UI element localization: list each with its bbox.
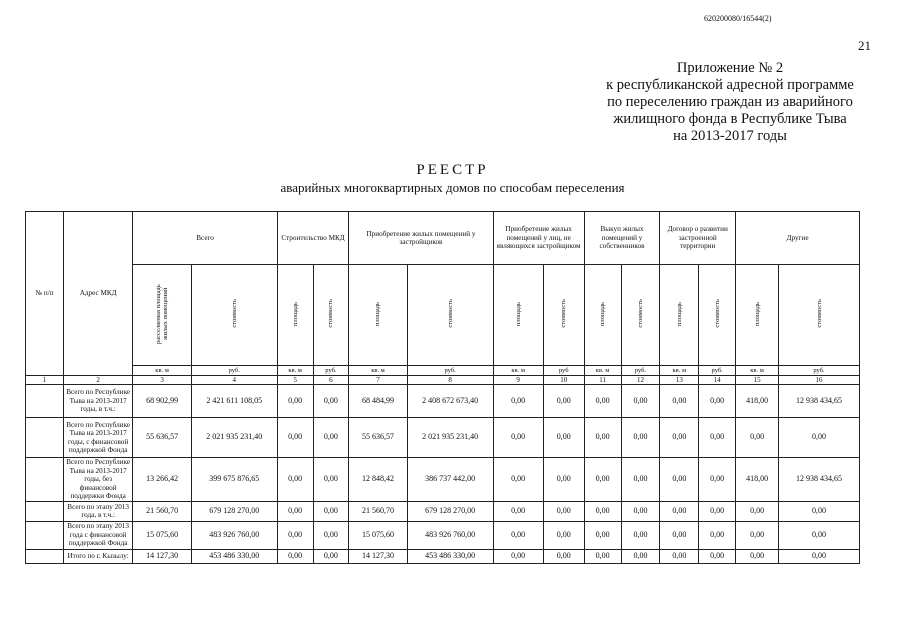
column-number: 9: [493, 376, 543, 385]
column-number: 6: [313, 376, 349, 385]
value-cell: 0,00: [493, 521, 543, 549]
value-cell: 0,00: [313, 385, 349, 418]
value-cell: 0,00: [543, 521, 584, 549]
value-cell: 15 075,60: [349, 521, 407, 549]
subheader-cost: стоимость: [191, 265, 277, 366]
value-cell: 0,00: [621, 521, 660, 549]
value-cell: 0,00: [584, 418, 621, 458]
value-cell: 0,00: [736, 418, 779, 458]
subheader-cost: стоимость: [779, 265, 860, 366]
col-address-header: Адрес МКД: [63, 212, 133, 376]
value-cell: 0,00: [277, 458, 313, 502]
value-cell: 55 636,57: [133, 418, 191, 458]
unit-cell: руб: [543, 366, 584, 376]
value-cell: 0,00: [621, 501, 660, 521]
subheader-area: площадь: [493, 265, 543, 366]
unit-cell: кв. м: [584, 366, 621, 376]
subheader-cost: стоимость: [313, 265, 349, 366]
subheader-area: площадь: [349, 265, 407, 366]
value-cell: 0,00: [277, 385, 313, 418]
value-cell: 0,00: [313, 418, 349, 458]
value-cell: 0,00: [660, 385, 699, 418]
group-header-developer-purchase: Приобретение жилых помещений у застройщиков: [349, 212, 493, 265]
appendix-line: на 2013-2017 годы: [673, 128, 787, 144]
value-cell: 0,00: [277, 501, 313, 521]
value-cell: 0,00: [543, 385, 584, 418]
column-number: 3: [133, 376, 191, 385]
value-cell: 0,00: [584, 549, 621, 563]
group-header-other: Другие: [736, 212, 860, 265]
document-number: 620200080/16544(2): [704, 14, 772, 23]
units-row: [26, 366, 860, 376]
value-cell: 386 737 442,00: [407, 458, 493, 502]
value-cell: 12 848,42: [349, 458, 407, 502]
value-cell: 0,00: [493, 418, 543, 458]
registry-table: [25, 211, 860, 564]
value-cell: 2 021 935 231,40: [407, 418, 493, 458]
value-cell: 0,00: [277, 521, 313, 549]
col-number-header: № п/п: [26, 212, 64, 376]
value-cell: 2 408 672 673,40: [407, 385, 493, 418]
appendix-line: к республиканской адресной программе: [606, 77, 854, 93]
value-cell: 2 021 935 231,40: [191, 418, 277, 458]
column-number: 4: [191, 376, 277, 385]
column-number: 10: [543, 376, 584, 385]
row-label-cell: Всего по Республике Тыва на 2013-2017 годы, с финансовой поддержкой Фонда: [63, 418, 133, 458]
value-cell: 0,00: [621, 418, 660, 458]
value-cell: 0,00: [660, 521, 699, 549]
value-cell: 14 127,30: [349, 549, 407, 563]
subheader-cost: стоимость: [699, 265, 736, 366]
row-number-cell: [26, 501, 64, 521]
subheader-area: площадь: [584, 265, 621, 366]
value-cell: 0,00: [699, 385, 736, 418]
unit-cell: руб.: [407, 366, 493, 376]
row-label-cell: Всего по этапу 2013 года, в т.ч.:: [63, 501, 133, 521]
unit-cell: руб.: [313, 366, 349, 376]
value-cell: 399 675 876,65: [191, 458, 277, 502]
value-cell: 0,00: [736, 501, 779, 521]
value-cell: 0,00: [779, 549, 860, 563]
value-cell: 0,00: [313, 549, 349, 563]
subheader-area: площадь: [277, 265, 313, 366]
value-cell: 0,00: [277, 418, 313, 458]
unit-cell: кв. м: [660, 366, 699, 376]
unit-cell: руб.: [779, 366, 860, 376]
subheader-cost: стоимость: [407, 265, 493, 366]
table-row: [26, 458, 860, 502]
value-cell: 0,00: [543, 549, 584, 563]
value-cell: 418,00: [736, 458, 779, 502]
document-subtitle: аварийных многоквартирных домов по способам переселения: [280, 180, 625, 195]
value-cell: 55 636,57: [349, 418, 407, 458]
group-header-nondeveloper-purchase: Приобретение жилых помещений у лиц, не являющихся застройщиком: [493, 212, 584, 265]
value-cell: 0,00: [313, 501, 349, 521]
appendix-line: Приложение № 2: [676, 60, 784, 76]
value-cell: 418,00: [736, 385, 779, 418]
value-cell: 0,00: [493, 385, 543, 418]
column-numbers-row: [26, 376, 860, 385]
column-number: 16: [779, 376, 860, 385]
subheader-cost: стоимость: [621, 265, 660, 366]
value-cell: 679 128 270,00: [407, 501, 493, 521]
value-cell: 0,00: [779, 418, 860, 458]
unit-cell: руб.: [699, 366, 736, 376]
column-number: 5: [277, 376, 313, 385]
document-title: РЕЕСТР: [416, 162, 489, 178]
value-cell: 483 926 760,00: [407, 521, 493, 549]
value-cell: 68 484,99: [349, 385, 407, 418]
row-label-cell: Всего по Республике Тыва на 2013-2017 годы, без финансовой поддержки Фонда: [63, 458, 133, 502]
column-number: 7: [349, 376, 407, 385]
column-number: 1: [26, 376, 64, 385]
unit-cell: кв. м: [277, 366, 313, 376]
value-cell: 68 902,99: [133, 385, 191, 418]
table-row: [26, 385, 860, 418]
value-cell: 0,00: [313, 458, 349, 502]
value-cell: 0,00: [584, 501, 621, 521]
column-number: 11: [584, 376, 621, 385]
value-cell: 21 560,70: [133, 501, 191, 521]
unit-cell: руб.: [191, 366, 277, 376]
value-cell: 0,00: [584, 385, 621, 418]
row-label-cell: Всего по этапу 2013 года с финансовой поддержкой Фонда: [63, 521, 133, 549]
row-number-cell: [26, 549, 64, 563]
subheader-row: [26, 265, 860, 366]
value-cell: 0,00: [660, 549, 699, 563]
subheader-area: площадь: [660, 265, 699, 366]
value-cell: 0,00: [699, 521, 736, 549]
value-cell: 0,00: [699, 418, 736, 458]
value-cell: 0,00: [779, 521, 860, 549]
unit-cell: кв. м: [493, 366, 543, 376]
value-cell: 0,00: [660, 501, 699, 521]
appendix-line: по переселению граждан из аварийного: [607, 94, 853, 110]
table-row: [26, 549, 860, 563]
value-cell: 0,00: [621, 549, 660, 563]
subheader-area-total: расселяемая площадь жилых помещений: [133, 265, 191, 366]
value-cell: 0,00: [543, 501, 584, 521]
value-cell: 0,00: [543, 458, 584, 502]
column-number: 8: [407, 376, 493, 385]
row-label-cell: Итого по г. Кызылу:: [63, 549, 133, 563]
group-header-construction: Строительство МКД: [277, 212, 349, 265]
value-cell: 0,00: [621, 385, 660, 418]
value-cell: 12 938 434,65: [779, 458, 860, 502]
column-number: 13: [660, 376, 699, 385]
value-cell: 453 486 330,00: [407, 549, 493, 563]
unit-cell: кв. м: [133, 366, 191, 376]
column-number: 12: [621, 376, 660, 385]
group-header-development-contract: Договор о развитии застроенной территории: [660, 212, 736, 265]
subheader-area: площадь: [736, 265, 779, 366]
value-cell: 0,00: [313, 521, 349, 549]
page-number: 21: [858, 38, 871, 53]
table-row: [26, 501, 860, 521]
value-cell: 21 560,70: [349, 501, 407, 521]
value-cell: 15 075,60: [133, 521, 191, 549]
group-header-buyout: Выкуп жилых помещений у собственников: [584, 212, 660, 265]
value-cell: 0,00: [699, 458, 736, 502]
value-cell: 13 266,42: [133, 458, 191, 502]
value-cell: 0,00: [736, 549, 779, 563]
column-number: 2: [63, 376, 133, 385]
value-cell: 0,00: [584, 521, 621, 549]
unit-cell: руб.: [621, 366, 660, 376]
value-cell: 0,00: [543, 418, 584, 458]
subheader-cost: стоимость: [543, 265, 584, 366]
row-label-cell: Всего по Республике Тыва на 2013-2017 годы, в т.ч.:: [63, 385, 133, 418]
value-cell: 0,00: [660, 458, 699, 502]
unit-cell: кв. м: [349, 366, 407, 376]
column-number: 14: [699, 376, 736, 385]
value-cell: 0,00: [277, 549, 313, 563]
row-number-cell: [26, 385, 64, 418]
value-cell: 2 421 611 108,05: [191, 385, 277, 418]
value-cell: 0,00: [493, 458, 543, 502]
appendix-block: [560, 60, 900, 145]
value-cell: 0,00: [493, 501, 543, 521]
value-cell: 453 486 330,00: [191, 549, 277, 563]
value-cell: 483 926 760,00: [191, 521, 277, 549]
row-number-cell: [26, 458, 64, 502]
value-cell: 0,00: [736, 521, 779, 549]
table-row: [26, 418, 860, 458]
row-number-cell: [26, 418, 64, 458]
group-header-total: Всего: [133, 212, 277, 265]
value-cell: 12 938 434,65: [779, 385, 860, 418]
value-cell: 0,00: [699, 549, 736, 563]
value-cell: 0,00: [584, 458, 621, 502]
appendix-line: жилищного фонда в Республике Тыва: [613, 111, 847, 127]
table-row: [26, 521, 860, 549]
row-number-cell: [26, 521, 64, 549]
value-cell: 0,00: [779, 501, 860, 521]
value-cell: 0,00: [699, 501, 736, 521]
value-cell: 0,00: [621, 458, 660, 502]
unit-cell: кв. м: [736, 366, 779, 376]
column-number: 15: [736, 376, 779, 385]
value-cell: 0,00: [660, 418, 699, 458]
value-cell: 679 128 270,00: [191, 501, 277, 521]
value-cell: 14 127,30: [133, 549, 191, 563]
value-cell: 0,00: [493, 549, 543, 563]
group-header-row: [26, 212, 860, 265]
